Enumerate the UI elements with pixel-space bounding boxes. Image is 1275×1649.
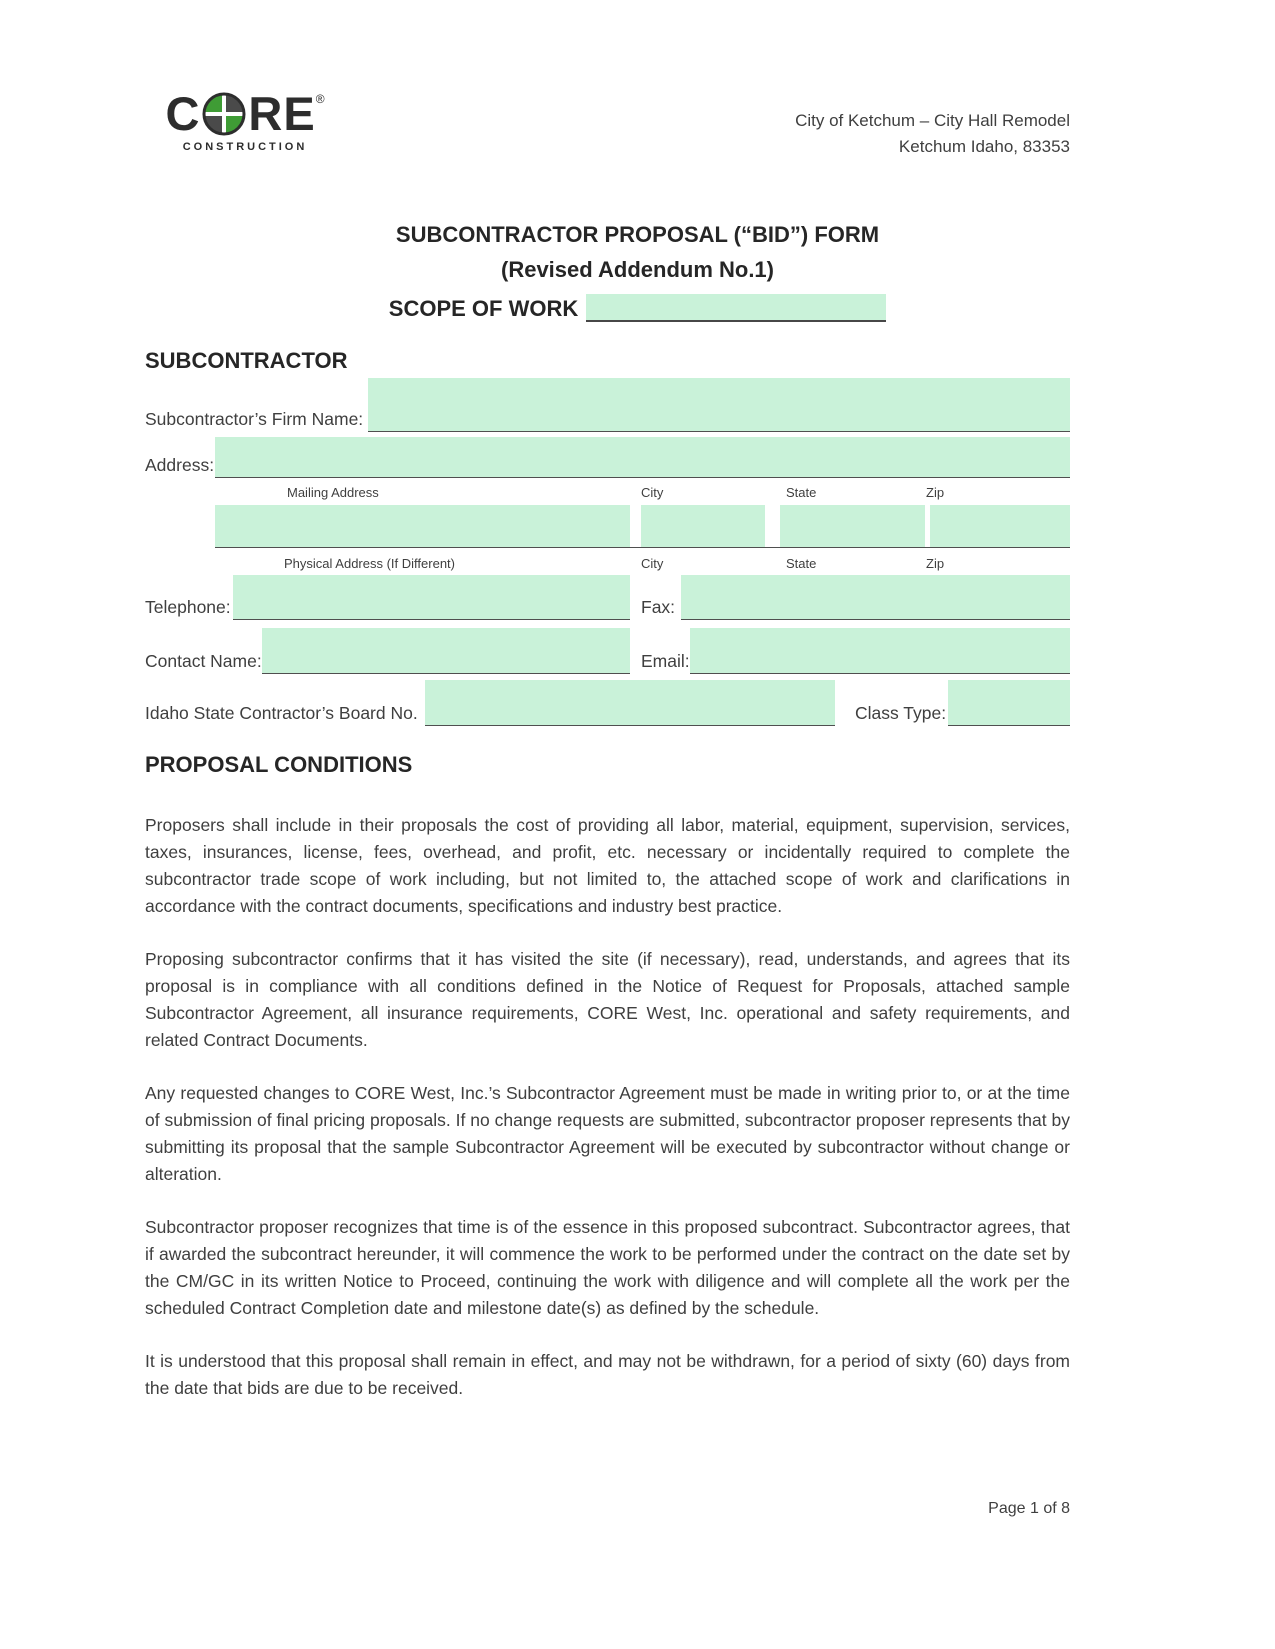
class-type-field[interactable] (948, 680, 1070, 726)
page-number: Page 1 of 8 (988, 1500, 1070, 1517)
logo-compass-o-icon (202, 92, 246, 136)
form-title: SUBCONTRACTOR PROPOSAL (“BID”) FORM (395, 222, 880, 247)
zip-caption: Zip (926, 485, 945, 500)
paragraph-labor-costs: Proposers shall include in their proposals the cost of providing all labor, material, equipment, supervision, services, taxes, insurances, license, fees, overhead, and profit, etc. necessary or incidentally required to complete the subcontractor trade scope of work including, but not limited to, the attached scope of work and clarifications in accordance with the contract documents, specifications and industry best practice. (145, 815, 1070, 916)
paragraph-site-visit: Proposing subcontractor confirms that it has visited the site (if necessary), read, understands, and agrees that its proposal is in compliance with all conditions defined in the Notice of Request for Proposals, attached sample Subcontractor Agreement, all insurance requirements, CORE West, Inc. operational and safety requirements, and related Contract Documents. (145, 949, 1070, 1050)
mailing-address-field[interactable] (215, 437, 1070, 478)
mailing-caption-row (145, 485, 1070, 501)
proposal-conditions-body (145, 812, 1070, 1428)
state-caption: State (786, 485, 817, 500)
form-subtitle: (Revised Addendum No.1) (501, 257, 774, 283)
logo-construction-text: CONSTRUCTION (182, 141, 308, 153)
project-location: Ketchum Idaho, 83353 (898, 137, 1070, 156)
physical-caption-row (145, 556, 1070, 572)
board-no-field[interactable] (425, 680, 835, 726)
board-class-row (145, 680, 1070, 726)
scope-of-work-field[interactable] (586, 294, 886, 322)
contact-name-field[interactable] (262, 628, 630, 674)
project-info (795, 108, 1070, 160)
firm-name-field[interactable] (368, 378, 1070, 432)
proposal-conditions-heading: PROPOSAL CONDITIONS (145, 752, 413, 777)
title-block (0, 222, 1275, 322)
physical-zip-field[interactable] (930, 505, 1070, 547)
fax-field[interactable] (681, 575, 1070, 620)
registered-trademark-symbol: ® (315, 92, 325, 106)
email-label: Email: (641, 651, 690, 671)
fax-label: Fax: (641, 597, 676, 617)
physical-state-field[interactable] (780, 505, 925, 547)
contact-email-row (145, 628, 1070, 674)
email-field[interactable] (690, 628, 1070, 674)
paragraph-agreement-changes: Any requested changes to CORE West, Inc.’s Subcontractor Agreement must be made in writing prior to, or at the time of submission of final pricing proposals. If no change requests are submitted, subcontractor proposer represents that by submitting its proposal that the sample Subcontractor Agreement will be executed by subcontractor without change or alteration. (145, 1083, 1070, 1184)
contact-name-label: Contact Name: (145, 651, 262, 671)
mailing-address-caption: Mailing Address (287, 485, 379, 500)
telephone-field[interactable] (233, 575, 630, 620)
scope-of-work-label: SCOPE OF WORK (388, 295, 579, 321)
city-caption: City (641, 485, 664, 500)
board-no-label: Idaho State Contractor’s Board No. (145, 703, 418, 723)
physical-city-field[interactable] (641, 505, 765, 547)
paragraph-time-of-essence: Subcontractor proposer recognizes that time is of the essence in this proposed subcontract. Subcontractor agrees, that if awarded the subcontract hereunder, it will commence the work to be performed under the contract on the date set by the CM/GC in its written Notice to Proceed, continuing the work with diligence and will complete all the work per the scheduled Contract Completion date and milestone date(s) as defined by the schedule. (145, 1217, 1070, 1318)
core-construction-logo (145, 87, 345, 153)
physical-address-caption: Physical Address (If Different) (284, 556, 455, 571)
class-type-label: Class Type: (855, 703, 947, 723)
paragraph-proposal-validity: It is understood that this proposal shall remain in effect, and may not be withdrawn, for a period of sixty (60) days from the date that bids are due to be received. (145, 1351, 1070, 1398)
project-name: City of Ketchum – City Hall Remodel (795, 111, 1070, 130)
physical-address-row (215, 505, 1070, 548)
telephone-label: Telephone: (145, 597, 231, 617)
zip-caption: Zip (926, 556, 945, 571)
firm-name-label: Subcontractor’s Firm Name: (145, 409, 364, 429)
subcontractor-heading: SUBCONTRACTOR (145, 348, 348, 373)
city-caption: City (641, 556, 664, 571)
telephone-fax-row (145, 575, 1070, 620)
address-label: Address: (145, 455, 215, 475)
logo-letter-c: C (165, 87, 201, 140)
state-caption: State (786, 556, 817, 571)
physical-address-field[interactable] (215, 505, 630, 547)
logo-letters-re: RE (248, 87, 316, 140)
mailing-address-row (145, 437, 1070, 478)
firm-name-row (145, 378, 1070, 432)
